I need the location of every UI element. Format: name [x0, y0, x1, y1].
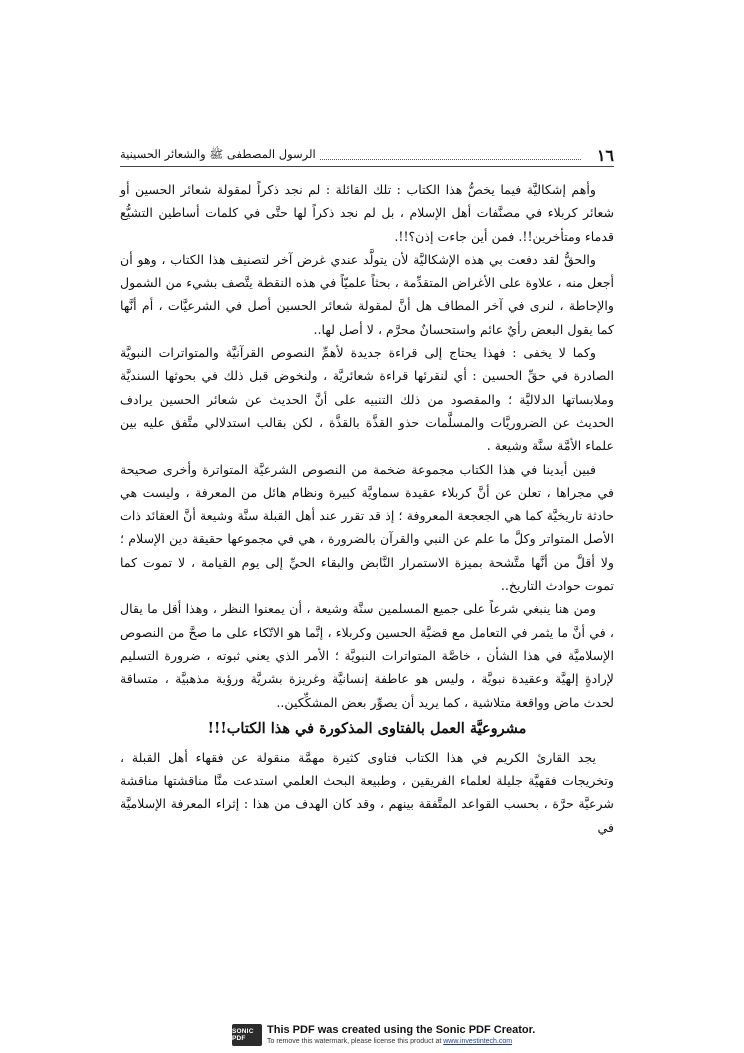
paragraph-3: وكما لا يخفى : فهذا يحتاج إلى قراءة جديدة لأهمِّ النصوص القرآنيَّة والمتواترات النبويَّة الصادرة في حقِّ الحسين : أي لنقرئها قراءة شعائريَّة ، ولنخوض قبل ذلك في بحوثها السنديَّة وملابساتها الدلاليَّة ؛ والمقصود من ذلك التنبيه على أنَّ الحديث عن شعائر الحسين يرادف الحديث عن الضروريَّات والمسلَّمات حذو القذَّة بالقذَّة ، لكن بقالب استدلالي متَّفق عليه بين علماء الأمَّة سنَّة وشيعة .	[120, 345, 614, 454]
paragraph-5: ومن هنا ينبغي شرعاً على جميع المسلمين سنَّة وشيعة ، أن يمعنوا النظر ، وهذا أقل ما يقال ، في أنَّ ما يثمر في التعامل مع قضيَّة الحسين وكربلاء ، إنَّما هو الاتّكاء على ما صحَّ من النصوص الإسلاميَّة في هذا الشأن ، خاصَّة المتواترات النبويَّة ؛ الأمر الذي يعني ثبوته ، ضرورة التسليم لإرادةٍ إلهيَّة وعقيدة نبويَّة ، وليس هو عاطفة إنسانيَّة وغريزة بشريَّة ورؤية مذهبيَّة ، متساقة لحدث ماض وواقعة متلاشية ، كما يريد أن يصوِّر بعض المشكِّكين..	[120, 601, 614, 710]
paragraph-1: وأهم إشكاليَّة فيما يخصُّ هذا الكتاب : تلك القائلة : لم نجد ذكراً لمقولة شعائر الحسين أو شعائر كربلاء في مصنَّفات أهل الإسلام ، بل لم نجد ذكراً لها حتَّى في كلمات أساطين التشيُّع قدماء ومتأخرين!!. فمن أين جاءت إذن؟!!.	[120, 182, 614, 244]
body-text	[120, 178, 614, 839]
pdf-watermark	[232, 1022, 535, 1048]
sonic-pdf-logo: SONIC PDF	[232, 1024, 262, 1046]
watermark-line-1: This PDF was created using the Sonic PDF Creator.	[267, 1024, 536, 1036]
section-heading: مشروعيَّة العمل بالفتاوى المذكورة في هذا الكتاب!!!	[207, 719, 527, 737]
page-number: ١٦	[596, 145, 614, 165]
watermark-text	[267, 1024, 535, 1046]
running-title: الرسول المصطفى ﷺ والشعائر الحسينية	[120, 146, 316, 161]
watermark-line-2	[267, 1037, 535, 1046]
paragraph-2: والحقُّ لقد دفعت بي هذه الإشكاليَّة لأن يتولَّد عندي غرض آخر لتصنيف هذا الكتاب ، وهو أن أجعل منه ، علاوة على الأغراض المتقدِّمة ، بحثاً علميّاً في هذه النقطة يتَّصف بشيء من الشمول والإحاطة ، لنرى في آخر المطاف هل أنَّ لمقولة شعائر الحسين أصل في الشرعيَّات ، أم أنَّها كما يقول البعض رأيٌ عائم واستحسانٌ محرَّم ، لا أصل لها..	[120, 251, 614, 337]
page-header	[120, 144, 614, 167]
watermark-line-2-text: To remove this watermark, please license this product at	[267, 1038, 444, 1045]
paragraph-6: يجد القارئ الكريم في هذا الكتاب فتاوى كثيرة مهمَّة منقولة عن فقهاء أهل القبلة ، وتخريجات فقهيَّة جليلة لعلماء الفريقين ، وطبيعة البحث العلمي استدعت منَّا مناقشتها مناقشة شرعيَّة حرَّة ، بحسب القواعد المتَّفقة بينهم ، وقد كان الهدف من هذا : إثراء المعرفة الإسلاميَّة في	[120, 749, 614, 835]
watermark-link[interactable]: www.investintech.com	[443, 1038, 513, 1045]
header-dotted-leader	[320, 151, 581, 160]
paragraph-4: فبين أيدينا في هذا الكتاب مجموعة ضخمة من النصوص الشرعيَّة المتواترة وأخرى صحيحة في مجراها ، تعلن عن أنَّ كربلاء عقيدة سماويَّة كبيرة ونظام هائل من المعرفة ، وليست هي حادثة تاريخيَّة كما هي الجعجعة المعروفة ؛ إذ قد تقرر عند أهل القبلة سنَّة وشيعة أنَّ العقائد ذات الأصل المتواتر وكلَّ ما علم عن النبي والقرآن بالضرورة ، هي في مجموعها حقيقة دين الإسلام ؛ ولا أقلَّ من أنَّها متَّشحة بميزة الاستمرار النَّابض والبقاء الحيِّ إلى يوم القيامة ، لا تموت كما تموت حوادث التاريخ..	[120, 461, 614, 594]
